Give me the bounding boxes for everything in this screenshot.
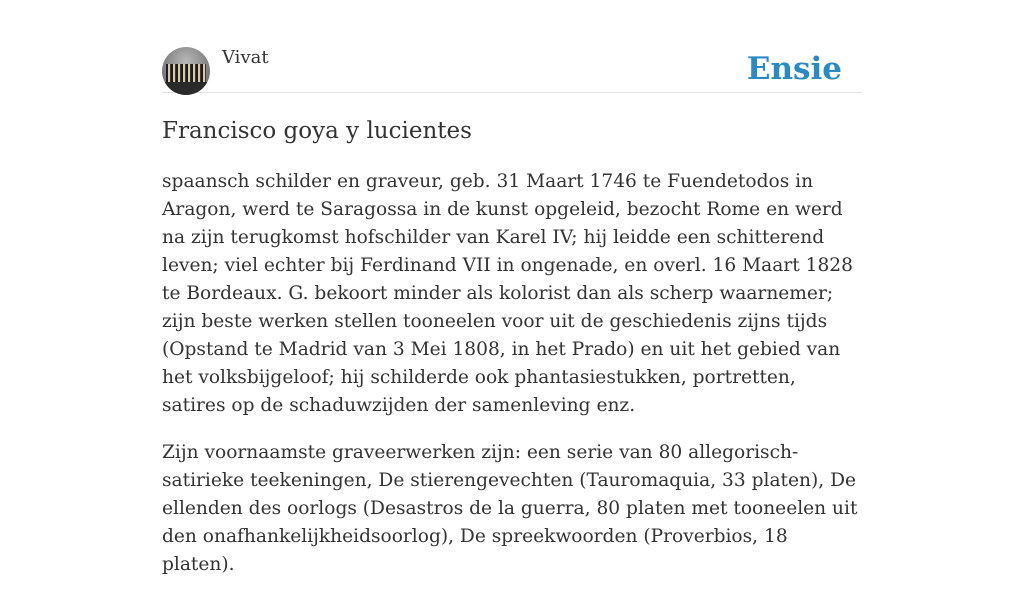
article-body: [162, 168, 864, 598]
article-paragraph: spaansch schilder en graveur, geb. 31 Maart 1746 te Fuendetodos in Aragon, werd te Saragossa in de kunst opgeleid, bezocht Rome en werd na zijn terugkomst hofschilder van Karel IV; hij leidde een schitterend leven; viel echter bij Ferdinand VII in ongenade, en overl. 16 Maart 1828 te Bordeaux. G. bekoort minder als kolorist dan als scherp waarnemer; zijn beste werken stellen tooneelen voor uit de geschiedenis zijns tijds (Opstand te Madrid van 3 Mei 1808, in het Prado) en uit het gebied van het volksbijgeloof; hij schilderde ook phantasiestukken, portretten, satires op de schaduwzijden der samenleving enz.: [162, 171, 853, 416]
site-header: [162, 46, 862, 93]
article-title: Francisco goya y lucientes: [162, 118, 472, 144]
author-name[interactable]: Vivat: [222, 47, 269, 68]
article-paragraph: Zijn voornaamste graveerwerken zijn: een serie van 80 allegorisch-satirieke teekeningen, De stierengevechten (Tauromaquia, 33 platen), De ellenden des oorlogs (Desastros de la guerra, 80 platen met tooneelen uit den onafhankelijkheidsoorlog), De spreekwoorden (Proverbios, 18 platen).: [162, 442, 858, 575]
site-logo[interactable]: Ensie: [746, 51, 842, 87]
author-avatar[interactable]: [162, 47, 210, 95]
bookshelf-avatar-icon: [166, 64, 206, 82]
